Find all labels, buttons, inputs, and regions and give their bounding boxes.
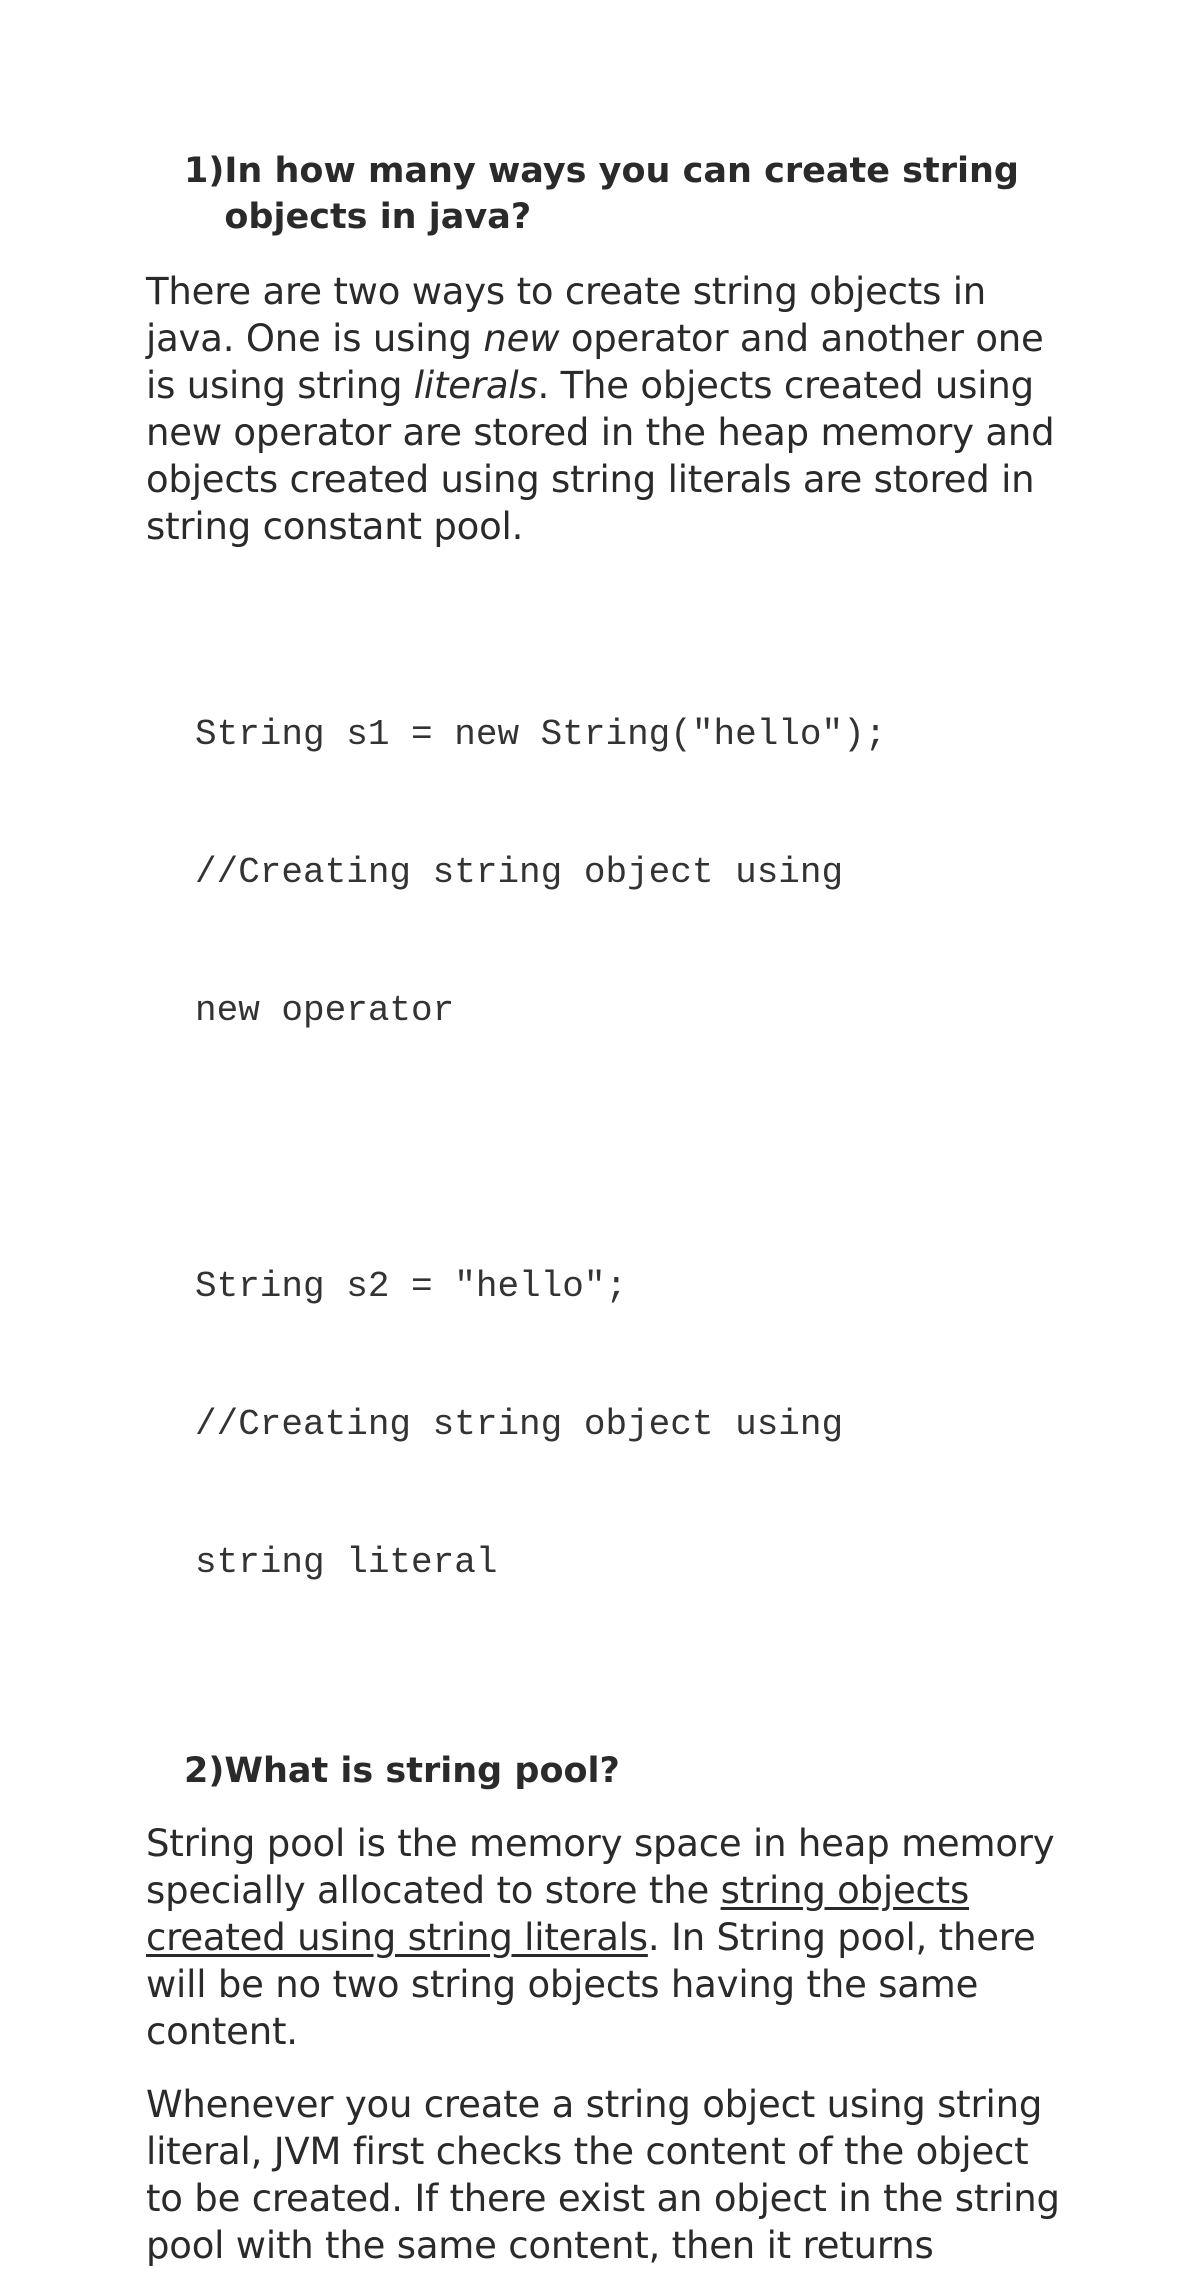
answer-2-text-part-2: . In String pool, there will be no two string objects having the same content. (146, 1916, 1036, 2053)
question-2-text: What is string pool? (224, 1751, 620, 1791)
code-block-string-literal (146, 1172, 1076, 1678)
answer-1-paragraph (146, 268, 1076, 550)
answer-1-text-part-1: There are two ways to create string objects in java. One is using (146, 270, 987, 360)
answer-1-emphasis-new: new (483, 317, 560, 360)
document-page (146, 148, 1076, 2269)
question-1-heading (146, 148, 1076, 240)
code-comment-line: //Creating string object using (195, 852, 844, 893)
code-line: String s2 = "hello"; (195, 1266, 628, 1307)
question-2-heading (146, 1748, 1076, 1794)
answer-2-text-part-1: String pool is the memory space in heap memory specially allocated to store the (146, 1822, 1055, 1912)
question-1-number: 1) (184, 151, 225, 191)
code-line: String s1 = new String("hello"); (195, 714, 887, 755)
code-comment-line: new operator (195, 990, 455, 1031)
question-1-text: In how many ways you can create string objects in java? (224, 151, 1019, 237)
answer-2-paragraph-2: Whenever you create a string object using string literal, JVM first checks the content of the object to be created. If there exist an object in the string pool with the same content, then it returns (146, 2083, 1060, 2267)
question-2-number: 2) (184, 1751, 225, 1791)
code-comment-line: string literal (195, 1542, 498, 1583)
code-comment-line: //Creating string object using (195, 1404, 844, 1445)
code-block-new-operator (146, 620, 1076, 1126)
answer-2-paragraph-1 (146, 1820, 1076, 2055)
answer-1-text-part-2: operator and another one is using string (146, 317, 1044, 407)
answer-2-underlined-text: string objects created using string literals (146, 1869, 970, 1959)
answer-1-text-part-3: . The objects created using new operator are stored in the heap memory and objects created using string literals are stored in string constant pool. (146, 364, 1055, 548)
answer-1-emphasis-literals: literals (413, 364, 538, 407)
